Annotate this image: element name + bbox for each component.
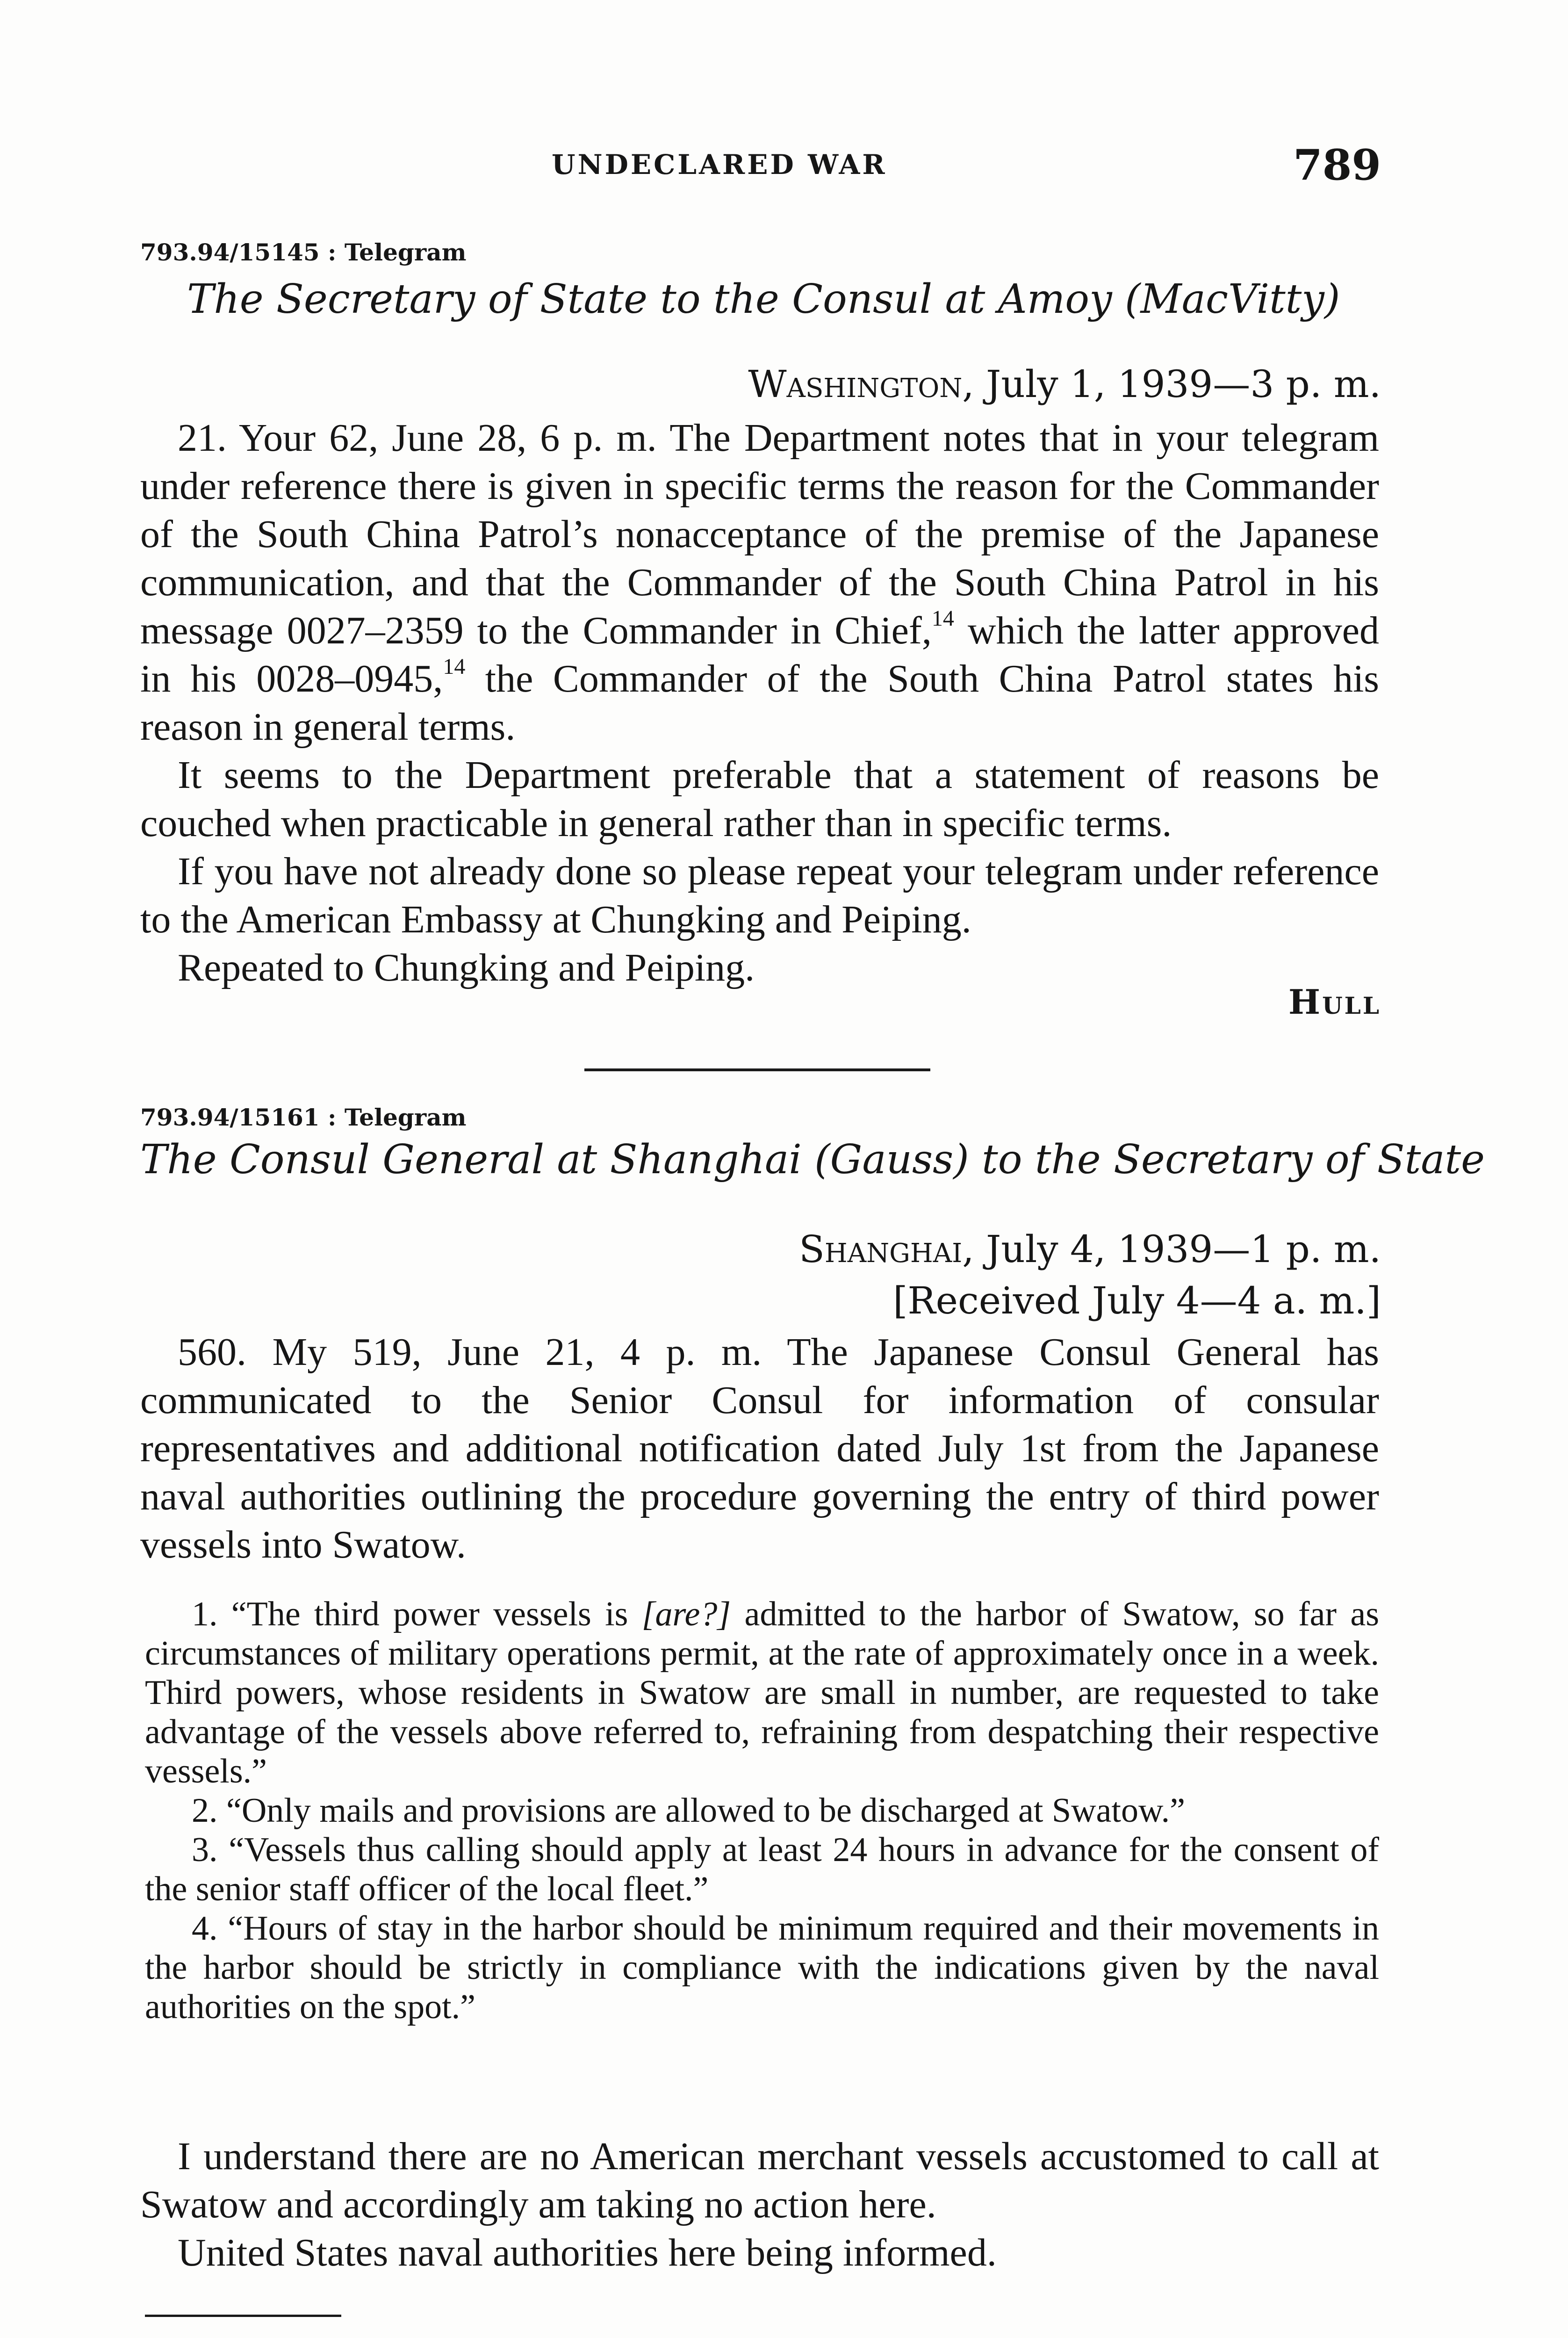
doc2-file-ref: 793.94/15161 : Telegram bbox=[140, 1104, 467, 1131]
quote-item-4: 4. “Hours of stay in the harbor should be minimum required and their movements in the harbor should be strictly in compliance with the indications given by the naval authorities on the spot.” bbox=[145, 1909, 1379, 2026]
doc1-file-ref: 793.94/15145 : Telegram bbox=[140, 238, 467, 266]
doc1-paragraph-2: It seems to the Department preferable that a statement of reasons be couched when practicable in general rather than in specific terms. bbox=[140, 753, 1379, 845]
doc2-paragraph-1: 560. My 519, June 21, 4 p. m. The Japanese Consul General has communicated to the Senior Consul for information of consular representatives and additional notification dated July 1st from the Japanese naval authorities outlining the procedure governing the entry of third power vessels into Swatow. bbox=[140, 1330, 1379, 1566]
footnote-marker: 14 bbox=[443, 654, 466, 679]
doc1-dateline bbox=[748, 362, 1381, 406]
quote-item-2: 2. “Only mails and provisions are allowed to be discharged at Swatow.” bbox=[192, 1791, 1185, 1830]
doc2-date: , July 4, 1939—1 p. m. bbox=[962, 1227, 1381, 1271]
editorial-insertion: [are?] bbox=[641, 1595, 731, 1633]
running-head: UNDECLARED WAR bbox=[552, 149, 887, 180]
doc1-body bbox=[140, 414, 1379, 992]
doc1-paragraph-1: 21. Your 62, June 28, 6 p. m. The Department notes that in your telegram under reference there is given in specific terms the reason for the Commander of the South China Patrol’s nonacceptance of the premise of the Japanese communication, and that the Commander of the South China Patrol in his message 0027–2359 to the Commander in Chief,$^{14}$ which the latter approved in his 0028–0945,14 the Commander of the South China Patrol states his reason in general terms. bbox=[140, 416, 1379, 749]
section-divider bbox=[584, 1068, 930, 1071]
doc1-date: , July 1, 1939—3 p. m. bbox=[962, 362, 1381, 406]
doc2-quoted-notification bbox=[145, 1595, 1379, 2027]
quote-item-1: 1. “The third power vessels is [are?] admitted to the harbor of Swatow, so far as circumstances of military operations permit, at the rate of approximately once in a week. Third powers, whose residents in Swatow are small in number, are requested to take advantage of the vessels above referred to, refraining from despatching their respective vessels.” bbox=[145, 1595, 1379, 1790]
footnote-marker: 14 bbox=[931, 606, 954, 631]
doc2-title: The Consul General at Shanghai (Gauss) to the Secretary of State bbox=[140, 1136, 1485, 1183]
doc2-closing bbox=[140, 2132, 1379, 2277]
doc1-title: The Secretary of State to the Consul at Amoy (MacVitty) bbox=[187, 276, 1340, 323]
doc2-intro bbox=[140, 1328, 1379, 1569]
doc2-place: Shanghai bbox=[799, 1227, 963, 1271]
footnote-rule bbox=[145, 2315, 341, 2317]
page-number: 789 bbox=[1293, 140, 1381, 190]
doc2-received: [Received July 4—4 a. m.] bbox=[893, 1279, 1381, 1322]
doc1-place: Washington bbox=[748, 362, 963, 406]
doc2-paragraph-2: I understand there are no American merchant vessels accustomed to call at Swatow and accordingly am taking no action here. bbox=[140, 2135, 1379, 2226]
doc2-dateline bbox=[799, 1227, 1381, 1271]
quote-item-3: 3. “Vessels thus calling should apply at least 24 hours in advance for the consent of the senior staff officer of the local fleet.” bbox=[145, 1831, 1379, 1908]
doc2-paragraph-3: United States naval authorities here being informed. bbox=[178, 2231, 997, 2274]
doc1-paragraph-3: If you have not already done so please repeat your telegram under reference to the American Embassy at Chungking and Peiping. bbox=[140, 850, 1379, 941]
doc1-paragraph-4: Repeated to Chungking and Peiping. bbox=[178, 946, 755, 989]
doc1-signature: Hull bbox=[1288, 982, 1381, 1022]
